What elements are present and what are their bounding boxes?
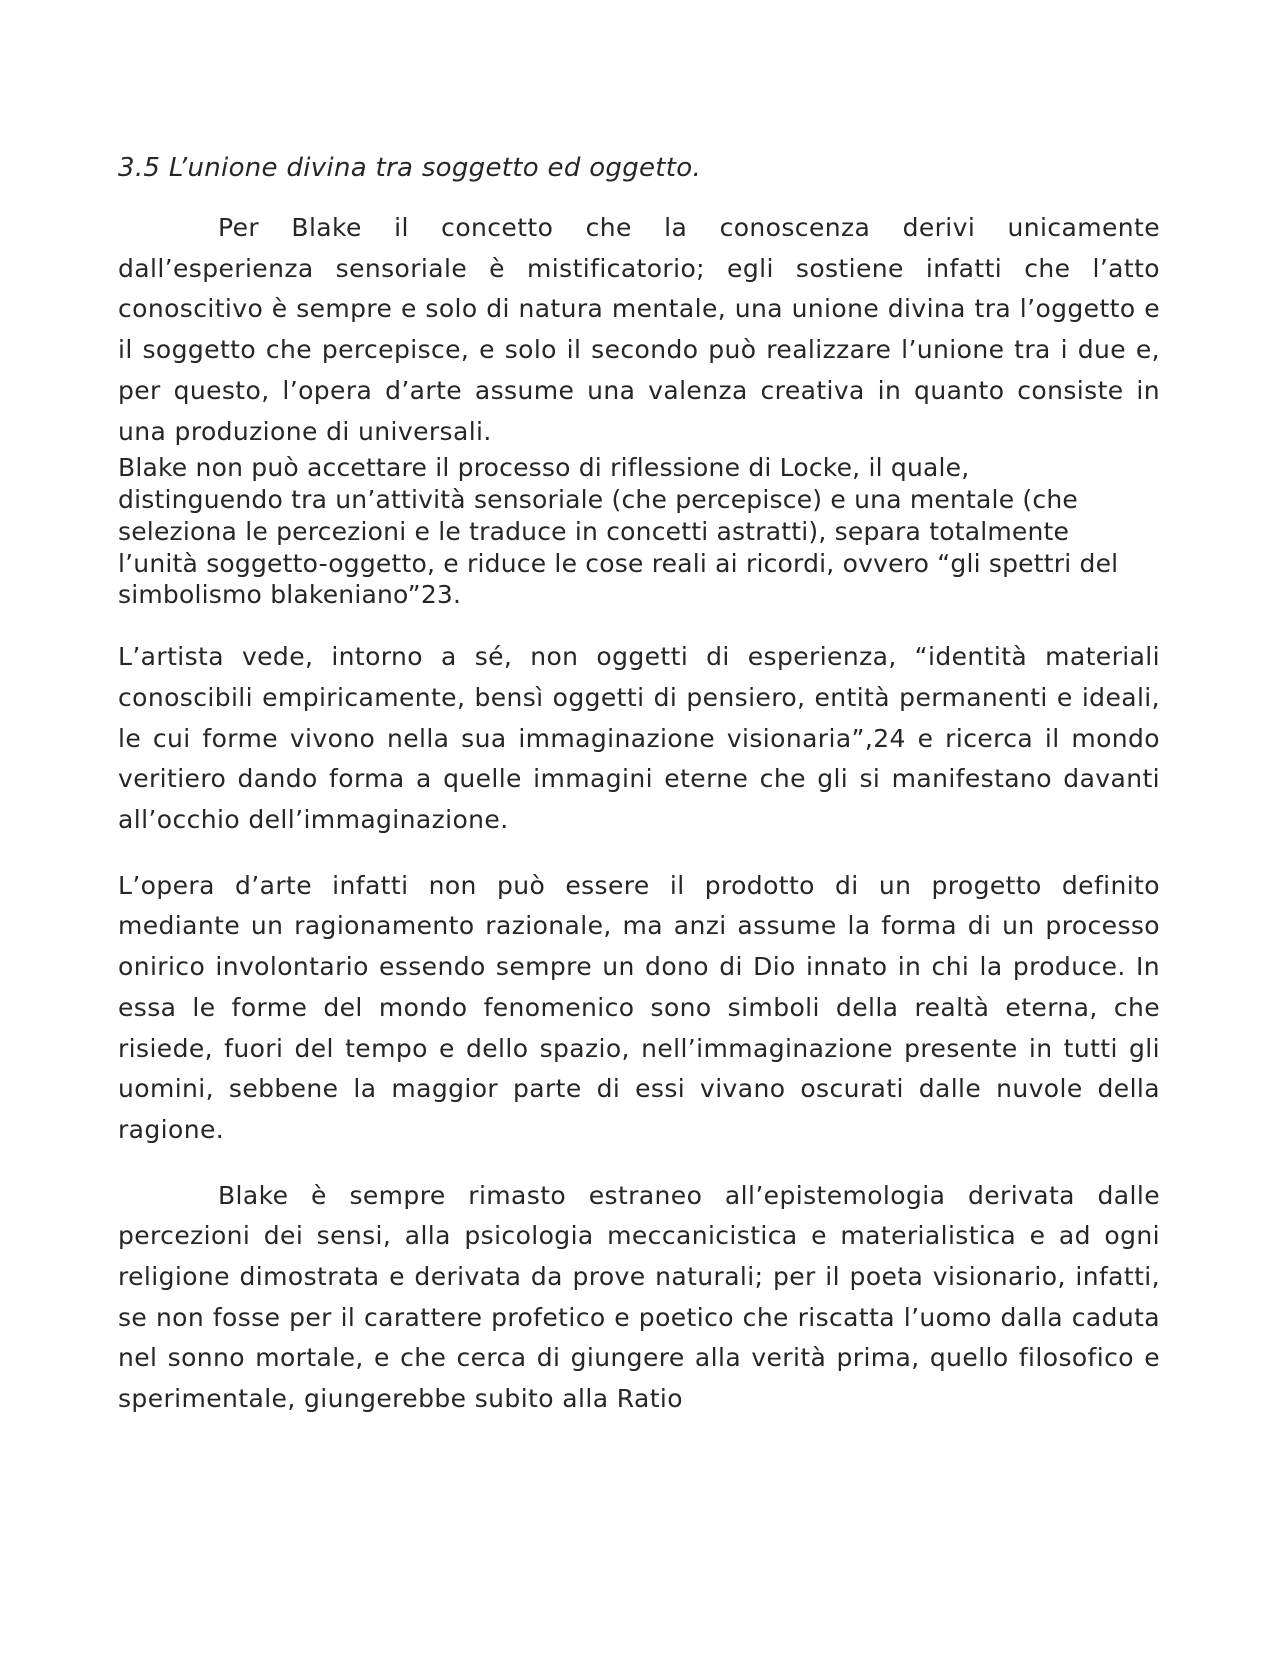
paragraph-3: L’artista vede, intorno a sé, non oggetti di esperienza, “identità materiali conoscibili empiricamente, bensì oggetti di pensiero, entità permanenti e ideali, le cui forme vivono nella sua immaginazione visionaria”,24 e ricerca il mondo veritiero dando forma a quelle immagini eterne che gli si manifestano davanti all’occhio dell’immaginazione.: [118, 642, 1160, 835]
document-body: [118, 150, 1160, 1420]
paragraph-4: L’opera d’arte infatti non può essere il prodotto di un progetto definito mediante un ragionamento razionale, ma anzi assume la forma di un processo onirico involontario essendo sempre un dono di Dio innato in chi la produce. In essa le forme del mondo fenomenico sono simboli della realtà eterna, che risiede, fuori del tempo e dello spazio, nell’immaginazione presente in tutti gli uomini, sebbene la maggior parte di essi vivano oscurati dalle nuvole della ragione.: [118, 870, 1160, 1144]
section-heading: 3.5 L’unione divina tra soggetto ed oggetto.: [118, 153, 702, 183]
paragraph-5: Blake è sempre rimasto estraneo all’epistemologia derivata dalle percezioni dei sensi, alla psicologia meccanicistica e materialistica e ad ogni religione dimostrata e derivata da prove naturali; per il poeta visionario, infatti, se non fosse per il carattere profetico e poetico che riscatta l’uomo dalla caduta nel sonno mortale, e che cerca di giungere alla verità prima, quello filosofico e sperimentale, giungerebbe subito alla Ratio: [118, 1180, 1160, 1414]
paragraph-2: Blake non può accettare il processo di riflessione di Locke, il quale, distinguendo tra un’attività sensoriale (che percepisce) e una mentale (che seleziona le percezioni e le traduce in concetti astratti), separa totalmente l’unità soggetto-oggetto, e riduce le cose reali ai ricordi, ovvero “gli spettri del simbolismo blakeniano”23.: [118, 453, 1119, 610]
paragraph-1: Per Blake il concetto che la conoscenza derivi unicamente dall’esperienza sensoriale è mistificatorio; egli sostiene infatti che l’atto conoscitivo è sempre e solo di natura mentale, una unione divina tra l’oggetto e il soggetto che percepisce, e solo il secondo può realizzare l’unione tra i due e, per questo, l’opera d’arte assume una valenza creativa in quanto consiste in una produzione di universali.: [118, 213, 1160, 446]
